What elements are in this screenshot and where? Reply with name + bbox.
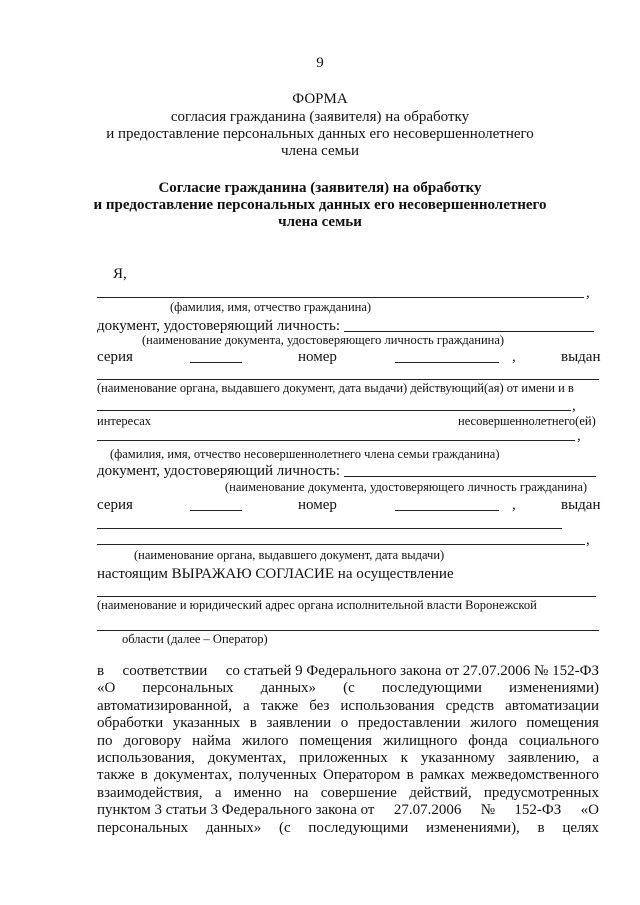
paragraph-word: к — [400, 750, 408, 766]
minor-doc-label: документ, удостоверяющий личность: — [97, 463, 340, 479]
paragraph-line — [97, 663, 599, 680]
doc-line[interactable] — [344, 331, 594, 332]
paragraph-word: указанных — [172, 715, 241, 732]
paragraph-word: последующими — [381, 680, 482, 697]
nomer-line[interactable] — [395, 362, 499, 363]
doc-label: документ, удостоверяющий личность: — [97, 318, 340, 334]
paragraph-word: заявлению, — [507, 750, 580, 766]
paragraph-word: персональных — [142, 680, 234, 697]
oblast-hint: области (далее – Оператор) — [122, 632, 268, 646]
paragraph-line — [97, 715, 599, 732]
paragraph-word: по — [97, 732, 113, 749]
paragraph-word: социального — [518, 732, 599, 749]
paragraph-line — [97, 750, 599, 767]
comma: , — [586, 532, 590, 548]
minor-organ-line[interactable] — [97, 528, 562, 529]
operator-line[interactable] — [97, 596, 596, 597]
paragraph-word: фонда — [468, 732, 508, 749]
organ-line[interactable] — [97, 379, 599, 380]
paragraph-word: действий, — [409, 784, 472, 801]
paragraph-word: в — [140, 767, 148, 784]
paragraph-word: а — [592, 750, 599, 766]
paragraph-word: № — [480, 802, 496, 819]
paragraph-word: также — [97, 767, 135, 784]
paragraph-line — [97, 698, 599, 715]
paragraph-word: договору — [123, 732, 182, 749]
paragraph-line — [97, 680, 599, 697]
paragraph-word: заявлении — [266, 715, 332, 732]
paragraph-word: использования — [340, 697, 435, 714]
paragraph-word: 152-ФЗ — [514, 802, 562, 819]
paragraph-word: изменениями) — [508, 680, 599, 697]
comma: , — [512, 349, 516, 365]
fio-hint: (фамилия, имя, отчество гражданина) — [170, 300, 372, 314]
paragraph-word: «О — [97, 680, 116, 697]
paragraph-word: совершение — [320, 784, 397, 801]
comma: , — [572, 398, 576, 414]
title-line-1: Согласие гражданина (заявителя) на обработку — [158, 180, 482, 196]
paragraph-word: полученных — [238, 767, 317, 784]
paragraph-word: данных» — [260, 680, 317, 697]
paragraph-word: в — [537, 819, 545, 836]
minor-vydan-label: выдан — [561, 497, 601, 513]
doc-hint: (наименование документа, удостоверяющего личность гражданина) — [142, 333, 505, 347]
paragraph-line — [97, 785, 599, 802]
organ-hint: (наименование органа, выдавшего документ, дата выдачи) действующий(ая) от имени и в — [97, 381, 574, 395]
minor-organ-line-2[interactable] — [97, 544, 585, 545]
paragraph-word: найма — [192, 732, 231, 749]
paragraph-word: последующими — [308, 819, 409, 836]
paragraph-word: также — [260, 697, 299, 714]
paragraph-word: пунктом 3 статьи 3 Федерального закона от — [97, 802, 375, 819]
paragraph-word: без — [309, 697, 330, 714]
comma: , — [586, 285, 590, 301]
header-line-3: члена семьи — [281, 143, 359, 159]
paragraph-word: (с — [278, 819, 291, 836]
minor-seria-label: серия — [97, 497, 133, 513]
paragraph-line — [97, 820, 599, 837]
minor-fio-line[interactable] — [97, 440, 575, 441]
paragraph-word: жилищного — [383, 732, 458, 749]
minor-organ-hint: (наименование органа, выдавшего документ, дата выдачи) — [134, 548, 445, 562]
comma: , — [577, 428, 581, 444]
paragraph-word: документах, — [207, 750, 287, 766]
paragraph-word: жилого — [241, 732, 289, 749]
minor-seria-line[interactable] — [190, 510, 242, 511]
paragraph-word: взаимодействия, — [97, 784, 203, 801]
header-line-1: согласия гражданина (заявителя) на обработку — [170, 109, 470, 125]
title-line-3: члена семьи — [278, 214, 362, 230]
paragraph-word: Оператором — [322, 767, 401, 784]
minor-nomer-label: номер — [298, 497, 337, 513]
paragraph-word: приложенных — [299, 750, 388, 766]
paragraph-word: (с — [343, 680, 355, 697]
paragraph-word: указанному — [420, 750, 495, 766]
minor-nomer-line[interactable] — [395, 510, 499, 511]
form-label: ФОРМА — [292, 91, 348, 107]
paragraph-word: средств — [445, 697, 495, 714]
paragraph-word: автоматизации — [505, 697, 599, 714]
paragraph-word: помещения — [526, 715, 599, 732]
paragraph-word: 27.07.2006 — [393, 802, 462, 819]
paragraph-word: именно — [233, 784, 282, 801]
fio-line[interactable] — [97, 297, 584, 298]
interesah-label: интересах — [97, 414, 151, 428]
paragraph-word: на — [293, 784, 309, 801]
paragraph-word: обработки — [97, 715, 164, 732]
minor-doc-hint: (наименование документа, удостоверяющего личность гражданина) — [225, 480, 588, 494]
paragraph-line — [97, 733, 599, 750]
paragraph-word: «О — [580, 802, 599, 819]
paragraph-word: персональных — [97, 819, 189, 836]
paragraph-word: рамках — [419, 767, 465, 784]
nomer-label: номер — [298, 349, 337, 365]
minor-fio-hint: (фамилия, имя, отчество несовершеннолетнего члена семьи гражданина) — [110, 447, 500, 461]
operator-line-2[interactable] — [97, 630, 599, 631]
paragraph-word: использования, — [97, 750, 195, 766]
ya-label: Я, — [113, 266, 127, 282]
paragraph-word: предусмотренных — [483, 784, 599, 801]
paragraph-word: о — [340, 715, 349, 732]
organ-line-2[interactable] — [97, 410, 571, 411]
paragraph-word: данных» — [205, 819, 262, 836]
paragraph-word: помещения — [299, 732, 373, 749]
paragraph-word: изменениями), — [426, 819, 520, 836]
minor-doc-line[interactable] — [344, 476, 596, 477]
paragraph-word: а — [243, 697, 250, 714]
paragraph-word: жилого — [470, 715, 517, 732]
paragraph-word: межведомственного — [470, 767, 599, 784]
paragraph-word: со статьей 9 Федерального закона от 27.07.2006 № 152-ФЗ — [225, 663, 599, 679]
page-number: 9 — [316, 55, 324, 71]
operator-hint: (наименование и юридический адрес органа исполнительной власти Воронежской — [97, 598, 537, 612]
title-line-2: и предоставление персональных данных его несовершеннолетнего — [93, 197, 547, 213]
header-line-2: и предоставление персональных данных его несовершеннолетнего — [106, 126, 534, 142]
seria-label: серия — [97, 349, 133, 365]
paragraph-line — [97, 802, 599, 819]
paragraph-word: а — [214, 784, 222, 801]
paragraph-word: в — [406, 767, 414, 784]
paragraph-word: документах, — [154, 767, 233, 784]
consent-line: настоящим ВЫРАЖАЮ СОГЛАСИЕ на осуществление — [97, 566, 454, 582]
paragraph-word: в — [249, 715, 257, 732]
paragraph-word: автоматизированной, — [97, 697, 233, 714]
vydan-label: выдан — [561, 349, 601, 365]
paragraph-word: целях — [562, 819, 599, 836]
seria-line[interactable] — [190, 362, 242, 363]
paragraph-line — [97, 767, 599, 784]
minor-label: несовершеннолетнего(ей) — [458, 414, 596, 428]
paragraph-word: предоставлении — [357, 715, 461, 732]
paragraph-word: в — [97, 663, 105, 679]
comma: , — [512, 497, 516, 513]
paragraph-word: соответствии — [122, 663, 208, 679]
